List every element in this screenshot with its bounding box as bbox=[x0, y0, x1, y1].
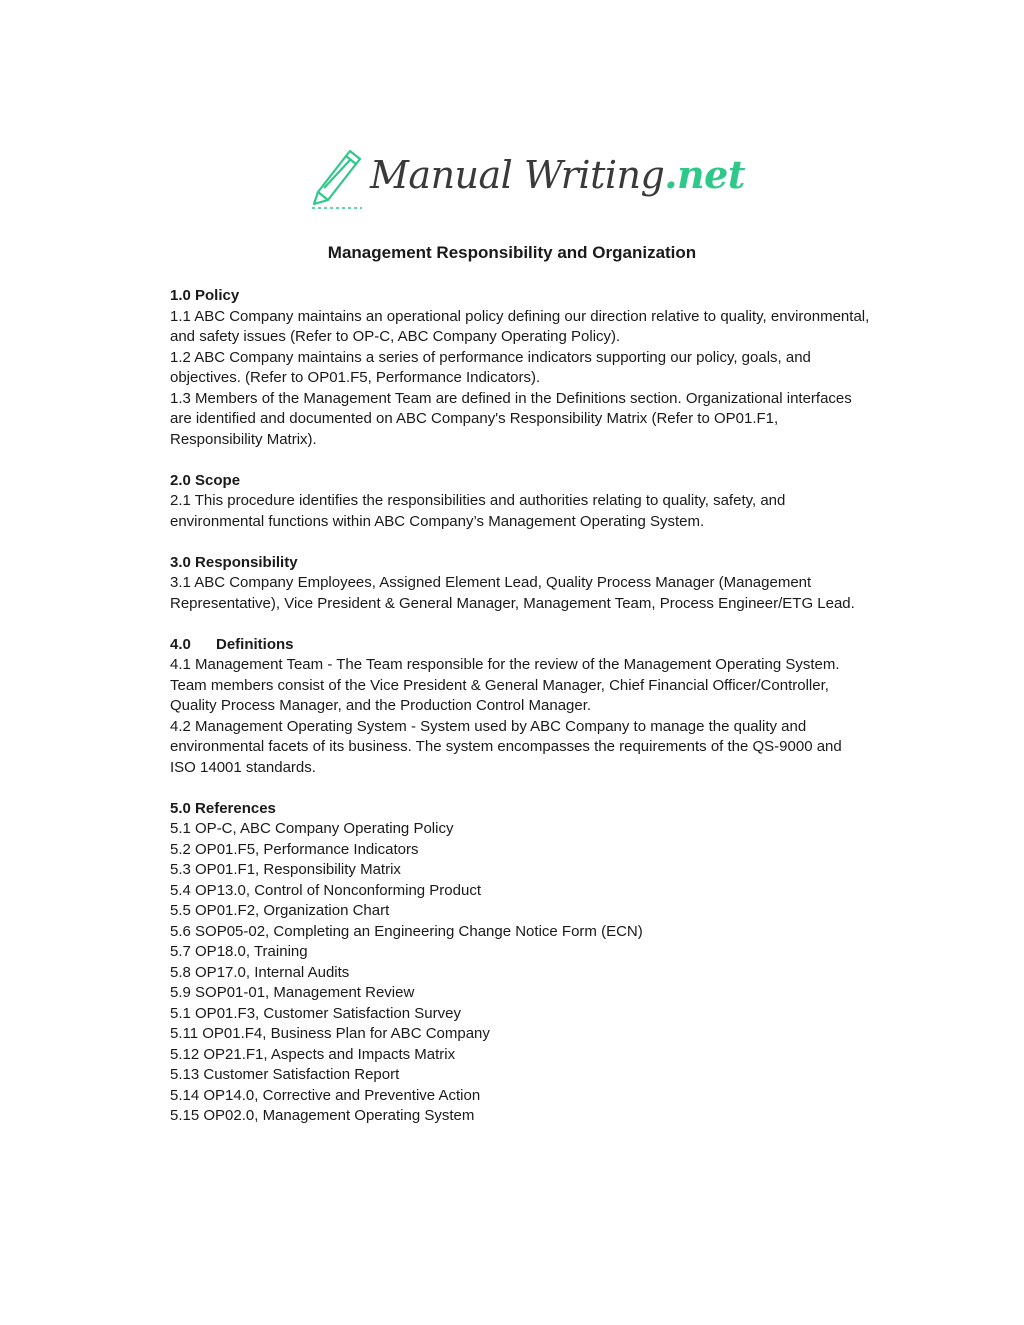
reference-item: 5.4 OP13.0, Control of Nonconforming Product bbox=[170, 881, 482, 899]
reference-item: 5.9 SOP01-01, Management Review bbox=[170, 984, 415, 1001]
reference-item: 5.6 SOP05-02, Completing an Engineering Change Notice Form (ECN) bbox=[170, 922, 643, 940]
reference-item: 5.13 Customer Satisfaction Report bbox=[170, 1066, 400, 1083]
definitions-section bbox=[170, 635, 870, 779]
policy-item: 1.3 Members of the Management Team are defined in the Definitions section. Organizational interfaces are identified and documented on ABC Company's Responsibility Matrix (Refer to OP01.F1, Responsibility Matrix). bbox=[170, 389, 852, 448]
reference-item: 5.8 OP17.0, Internal Audits bbox=[170, 963, 350, 981]
references-section bbox=[170, 799, 870, 1127]
logo-name: Manual Writing bbox=[370, 153, 665, 197]
scope-item: 2.1 This procedure identifies the responsibilities and authorities relating to quality, safety, and environmental functions within ABC Company’s Management Operating System. bbox=[170, 492, 786, 530]
document-body bbox=[170, 286, 870, 1147]
reference-item: 5.7 OP18.0, Training bbox=[170, 943, 308, 960]
definitions-heading-label: Definitions bbox=[216, 635, 294, 653]
pencil-icon bbox=[308, 148, 370, 214]
reference-item: 5.5 OP01.F2, Organization Chart bbox=[170, 902, 390, 919]
references-list bbox=[170, 819, 870, 1127]
reference-item: 5.14 OP14.0, Corrective and Preventive Action bbox=[170, 1086, 481, 1104]
responsibility-section bbox=[170, 553, 870, 615]
scope-section bbox=[170, 471, 870, 533]
reference-item: 5.15 OP02.0, Management Operating System bbox=[170, 1107, 475, 1124]
logo-tld: .net bbox=[664, 152, 745, 197]
definitions-item: 4.2 Management Operating System - System used by ABC Company to manage the quality and environmental facets of its business. The system encompasses the requirements of the QS-9000 and ISO 14001 standards. bbox=[170, 717, 842, 776]
references-heading: 5.0 References bbox=[170, 799, 276, 817]
responsibility-heading: 3.0 Responsibility bbox=[170, 553, 298, 571]
page-title: Management Responsibility and Organization bbox=[327, 243, 697, 262]
policy-heading: 1.0 Policy bbox=[170, 287, 240, 304]
definitions-heading-number: 4.0 bbox=[170, 635, 191, 653]
policy-item: 1.1 ABC Company maintains an operational policy defining our direction relative to quality, environmental, and safety issues (Refer to OP-C, ABC Company Operating Policy). bbox=[170, 307, 870, 345]
reference-item: 5.12 OP21.F1, Aspects and Impacts Matrix bbox=[170, 1045, 456, 1063]
logo-wordmark bbox=[370, 152, 745, 197]
scope-heading: 2.0 Scope bbox=[170, 471, 241, 489]
responsibility-item: 3.1 ABC Company Employees, Assigned Element Lead, Quality Process Manager (Management Representative), Vice President & General Manager, Management Team, Process Engineer/ETG Lead. bbox=[170, 574, 855, 612]
definitions-item: 4.1 Management Team - The Team responsible for the review of the Management Operating System. Team members consist of the Vice President & General Manager, Chief Financial Officer/Controller, Quality Process Manager, and the Production Control Manager. bbox=[170, 656, 840, 714]
definitions-heading bbox=[170, 635, 870, 656]
reference-item: 5.11 OP01.F4, Business Plan for ABC Company bbox=[170, 1025, 490, 1042]
reference-item: 5.3 OP01.F1, Responsibility Matrix bbox=[170, 861, 401, 878]
reference-item: 5.1 OP-C, ABC Company Operating Policy bbox=[170, 820, 454, 837]
reference-item: 5.2 OP01.F5, Performance Indicators bbox=[170, 840, 419, 858]
policy-item: 1.2 ABC Company maintains a series of performance indicators supporting our policy, goals, and objectives. (Refer to OP01.F5, Performance Indicators). bbox=[170, 348, 811, 386]
policy-section bbox=[170, 286, 870, 450]
reference-item: 5.1 OP01.F3, Customer Satisfaction Survey bbox=[170, 1004, 461, 1022]
logo bbox=[308, 148, 745, 214]
